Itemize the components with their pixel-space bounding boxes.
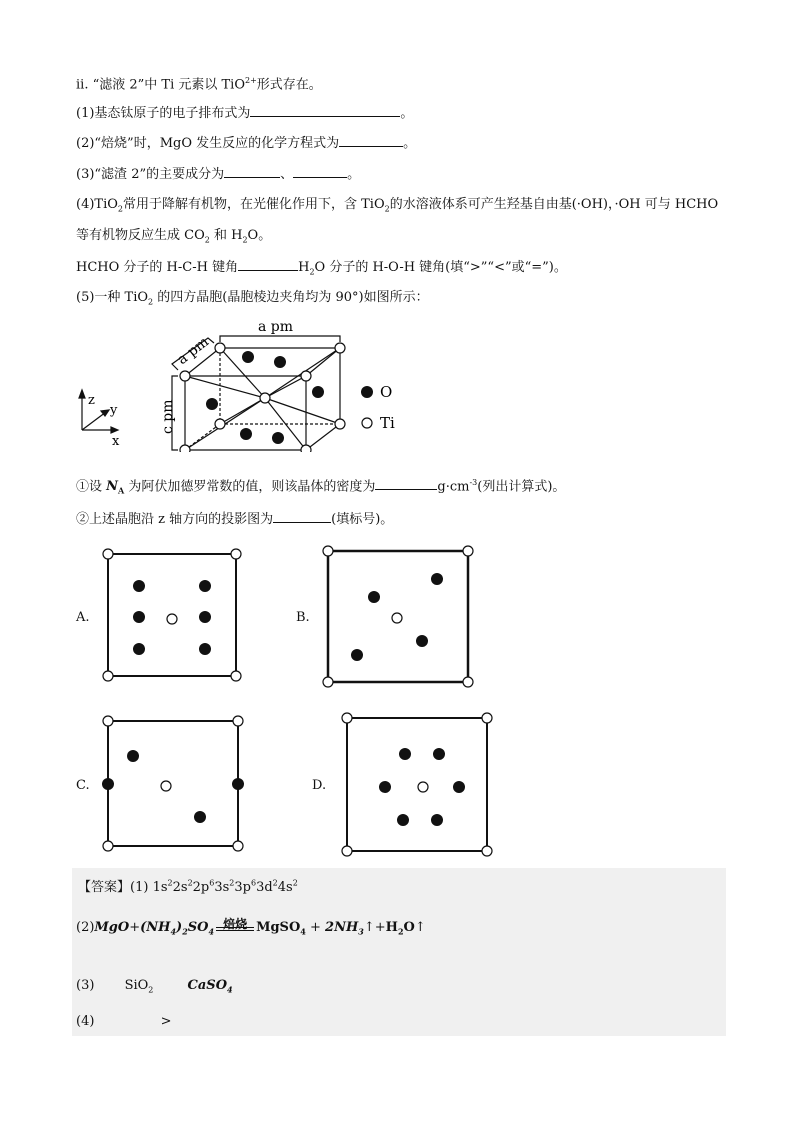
answer-blank-2[interactable] — [339, 134, 403, 147]
answer-blank-4[interactable] — [238, 258, 298, 271]
answer-4: (4) > — [76, 1014, 172, 1029]
option-c-diagram[interactable] — [102, 716, 244, 851]
answer-blank-3a[interactable] — [224, 165, 280, 178]
answer-3: (3) SiO$_2$ CaSO$_4$ — [76, 978, 233, 995]
question-4-line1: (4)TiO$_2$常用于降解有机物，在光催化作用下，含 TiO$_2$的水溶液体系可产生羟基自由基(·OH)，·OH 可与 HCHO — [76, 197, 719, 214]
o-atom — [272, 432, 284, 444]
axis-x-label: x — [112, 434, 120, 449]
ti-atom — [260, 393, 270, 403]
option-b-label: B. — [296, 610, 310, 625]
dimension-top — [220, 336, 340, 342]
ti-atom — [335, 419, 345, 429]
answer-1: 【答案】(1) $1s^22s^22p^63s^23p^63d^24s^2$ — [78, 878, 298, 895]
legend-ti-marker — [362, 418, 372, 428]
gas-arrow-icon: ↑ — [414, 920, 426, 935]
o-atom — [242, 351, 254, 363]
statement-ii: ii. “滤液 2”中 Ti 元素以 TiO$^{2+}$形式存在。 — [76, 76, 322, 93]
answer-blank-3b[interactable] — [293, 165, 347, 178]
option-b-diagram[interactable] — [323, 546, 473, 687]
dimension-side-a-label: a pm — [174, 333, 212, 369]
ti-atom — [215, 343, 225, 353]
legend-ti-label: Ti — [380, 414, 395, 432]
legend-o-label: O — [380, 383, 393, 401]
dimension-side-c-label: c pm — [160, 399, 176, 434]
ti-atom — [301, 445, 311, 452]
option-c-label: C. — [76, 778, 90, 793]
dimension-top-label: a pm — [258, 319, 294, 335]
ti-atom — [180, 445, 190, 452]
option-d-label: D. — [312, 778, 327, 793]
sub-question-1: ①设 $N_A$ 为阿伏加德罗常数的值，则该晶体的密度为 $g\cdot cm^{-3}$(列出计算式)。 — [76, 478, 566, 496]
y-axis — [82, 412, 106, 430]
option-a-label: A. — [76, 610, 90, 625]
gas-arrow-icon: ↑ — [363, 920, 375, 935]
answer-2: $(2)MgO+(NH_4)_2SO_4$ 焙烧 MgSO$_4$ + $2NH_3↑+H_2O↑$ — [76, 917, 426, 937]
answer-section — [72, 868, 726, 1036]
question-1: (1)基态钛原子的电子排布式为 。 — [76, 106, 414, 121]
o-atom — [206, 398, 218, 410]
answer-blank-density[interactable] — [375, 477, 437, 490]
ti-atom — [215, 419, 225, 429]
axis-y-label: y — [110, 403, 118, 418]
sub-question-2: ②上述晶胞沿 z 轴方向的投影图为 (填标号)。 — [76, 512, 394, 527]
ti-atom — [335, 343, 345, 353]
option-d-diagram[interactable] — [342, 713, 492, 856]
option-a-diagram[interactable] — [103, 549, 241, 681]
question-4-line3: HCHO 分子的 H-C-H 键角 $H_2O$ 分子的 H-O-H 键角(填“>”“<”或“=”)。 — [76, 260, 567, 277]
o-atom — [240, 428, 252, 440]
o-atom — [274, 356, 286, 368]
axis-z-label: z — [88, 393, 95, 408]
z-axis-arrow-icon — [79, 390, 85, 398]
ti-atom — [180, 371, 190, 381]
legend-o-marker — [361, 386, 373, 398]
x-axis-arrow-icon — [111, 427, 118, 433]
question-5: (5)一种 TiO$_2$ 的四方晶胞(晶胞棱边夹角均为 90°)如图所示： — [76, 290, 429, 307]
options-figure — [96, 542, 536, 882]
question-4-line2: 等有机物反应生成 $CO_2$ 和 $H_2O$。 — [76, 228, 272, 245]
question-2: (2)“焙烧”时，MgO 发生反应的化学方程式为 。 — [76, 136, 417, 151]
unit-cell-figure — [70, 312, 430, 452]
ti-atom — [301, 371, 311, 381]
answer-blank-1[interactable] — [250, 104, 400, 117]
answer-blank-projection[interactable] — [273, 510, 331, 523]
o-atom — [312, 386, 324, 398]
question-3: (3)“滤渣 2”的主要成分为 、 。 — [76, 167, 361, 182]
